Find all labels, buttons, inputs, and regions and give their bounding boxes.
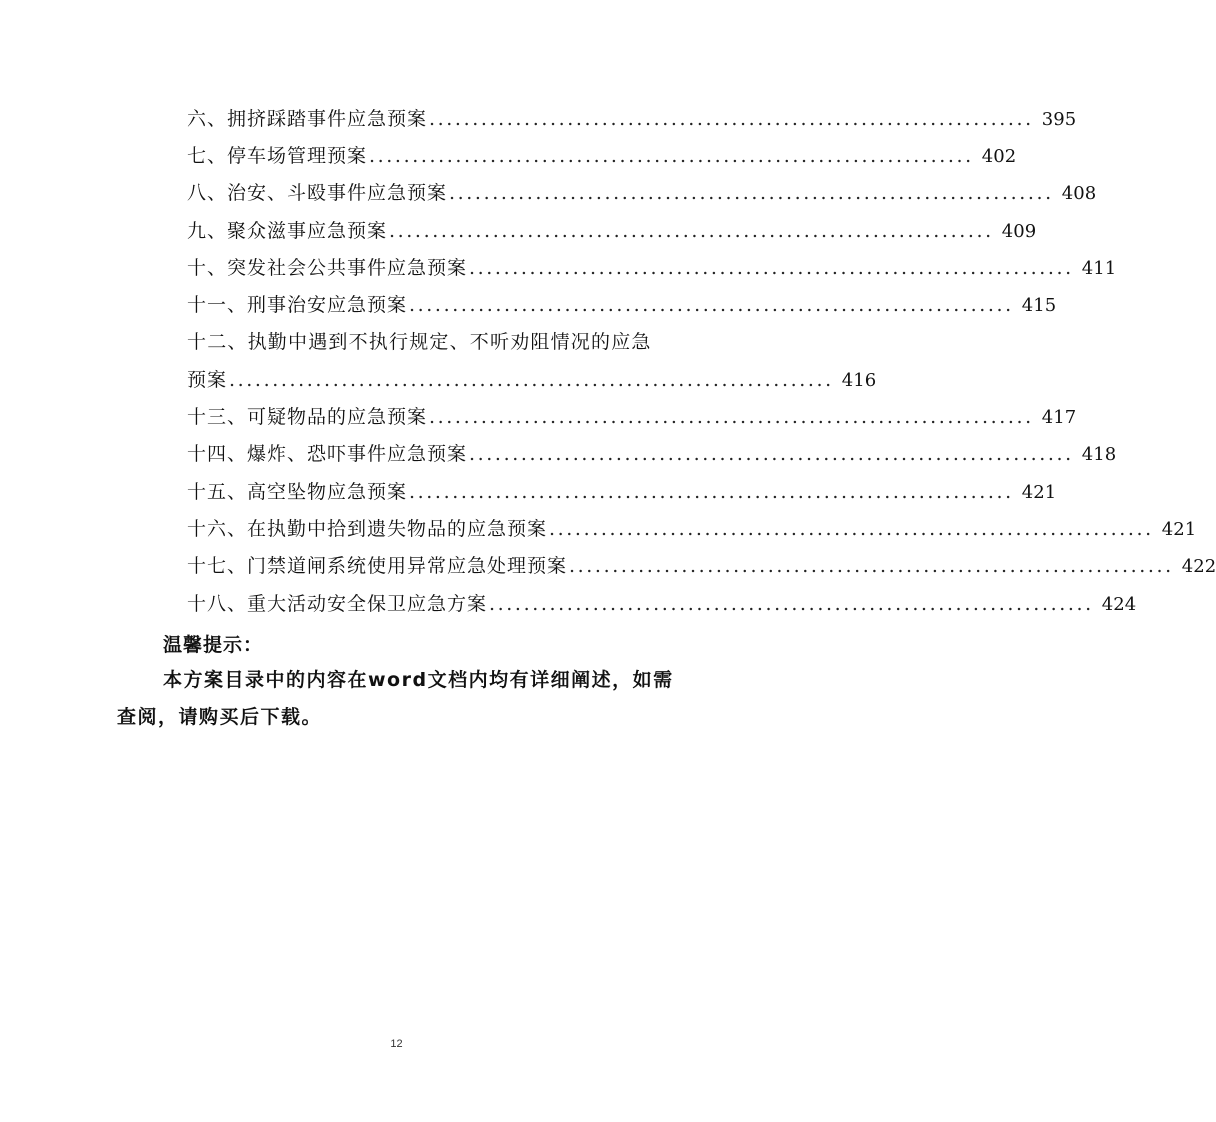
tip-body: 本方案目录中的内容在word文档内均有详细阐述，如需查阅，请购买后下载。 (117, 669, 674, 728)
toc-leader-dots: ...................................................................... (469, 443, 1074, 465)
toc-entry-page: 418 (1081, 444, 1117, 465)
toc-entry-title: 十、突发社会公共事件应急预案 (187, 257, 468, 279)
toc-entry-title: 十六、在执勤中拾到遗失物品的应急预案 (187, 518, 548, 540)
toc-entry-title: 八、治安、斗殴事件应急预案 (187, 182, 448, 204)
toc-leader-dots: ...................................................................... (389, 220, 994, 242)
toc-entry-title: 六、拥挤踩踏事件应急预案 (187, 108, 428, 130)
toc-entry[interactable] (187, 514, 1197, 544)
toc-entry-title: 十二、执勤中遇到不执行规定、不听劝阻情况的应急 (187, 331, 652, 353)
toc-entry-page: 421 (1161, 519, 1197, 540)
toc-entry-page: 411 (1081, 258, 1117, 279)
toc-leader-dots: ...................................................................... (469, 257, 1074, 279)
toc-leader-dots: ...................................................................... (409, 294, 1014, 316)
toc-entry-title: 十五、高空坠物应急预案 (187, 481, 408, 503)
toc-entry-title: 十一、刑事治安应急预案 (187, 294, 408, 316)
toc-entry-wrapped[interactable] (187, 327, 677, 357)
toc-entry-page: 416 (841, 370, 877, 391)
toc-entry[interactable] (187, 589, 1137, 619)
toc-leader-dots: ...................................................................... (409, 481, 1014, 503)
toc-entry-page: 422 (1181, 556, 1216, 577)
toc-entry-title: 十三、可疑物品的应急预案 (187, 406, 428, 428)
toc-entry[interactable] (187, 439, 1117, 469)
toc-entry[interactable] (187, 402, 1077, 432)
toc-leader-dots: ...................................................................... (429, 406, 1034, 428)
toc-entry-title: 七、停车场管理预案 (187, 145, 368, 167)
toc-entry-page: 424 (1101, 594, 1137, 615)
toc-entry[interactable] (187, 551, 1216, 581)
toc-entry-page: 415 (1021, 295, 1057, 316)
toc-entry[interactable] (187, 104, 1077, 134)
toc-entry[interactable] (187, 477, 1057, 507)
toc-entry-title: 十四、爆炸、恐吓事件应急预案 (187, 443, 468, 465)
toc-entry-page: 408 (1061, 183, 1097, 204)
toc-entry-title-continuation: 预案 (187, 369, 228, 391)
toc-entry[interactable] (187, 253, 1117, 283)
toc-entry[interactable] (187, 216, 1037, 246)
toc-entry-continuation[interactable] (187, 365, 877, 395)
toc-leader-dots: ...................................................................... (549, 518, 1154, 540)
toc-leader-dots: ...................................................................... (369, 145, 974, 167)
toc-entry[interactable] (187, 178, 1097, 208)
toc-entry-page: 409 (1001, 221, 1037, 242)
toc-entry-page: 417 (1041, 407, 1077, 428)
toc-entry-page: 402 (981, 146, 1017, 167)
toc-entry[interactable] (187, 141, 1017, 171)
toc-entry-title: 十八、重大活动安全保卫应急方案 (187, 593, 488, 615)
toc-leader-dots: ...................................................................... (429, 108, 1034, 130)
toc-leader-dots: ...................................................................... (489, 593, 1094, 615)
toc-entry[interactable] (187, 290, 1057, 320)
tip-heading: 温馨提示： (163, 634, 264, 656)
toc-entry-page: 395 (1041, 109, 1077, 130)
toc-leader-dots: ...................................................................... (569, 555, 1174, 577)
page-number: 12 (390, 1038, 403, 1050)
toc-entry-title: 九、聚众滋事应急预案 (187, 220, 388, 242)
toc-leader-dots: ...................................................................... (229, 369, 834, 391)
toc-entry-page: 421 (1021, 482, 1057, 503)
toc-leader-dots: ...................................................................... (449, 182, 1054, 204)
toc-entry-title: 十七、门禁道闸系统使用异常应急处理预案 (187, 555, 568, 577)
